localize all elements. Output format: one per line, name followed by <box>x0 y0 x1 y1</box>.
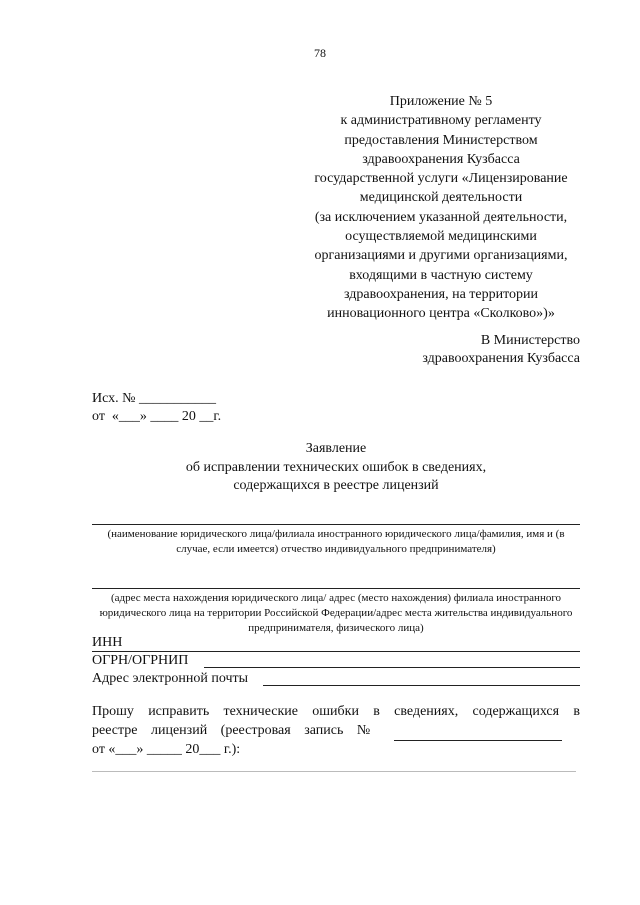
appendix-line: организациями и другими организациями, <box>314 248 568 264</box>
appendix-line: предоставления Министерством <box>344 132 538 148</box>
appendix-header <box>296 92 586 324</box>
ogrn-input-line[interactable] <box>204 667 580 668</box>
appendix-line: (за исключением указанной деятельности, <box>314 209 568 225</box>
ogrn-label: ОГРН/ОГРНИП <box>92 653 189 668</box>
title-line-3: содержащихся в реестре лицензий <box>233 478 439 493</box>
title-line-2: об исправлении технических ошибок в сведениях, <box>185 459 487 475</box>
name-caption: (наименование юридического лица/филиала иностранного юридического лица/фамилия, имя и (в случае, если имеется) отчество индивидуального предпринимателя) <box>107 528 565 555</box>
address-caption: (адрес места нахождения юридического лица/ адрес (место нахождения) филиала иностранного юридического лица на территории Российской Федерации/адрес места жительства индивидуального предпринимателя, физического лица) <box>99 592 573 634</box>
outgoing-number-block <box>92 390 221 426</box>
request-paragraph <box>92 703 580 760</box>
appendix-line: к административному регламенту <box>340 113 542 129</box>
recipient-line-1: В Министерство <box>480 333 580 348</box>
appendix-line: государственной услуги «Лицензирование <box>314 171 568 187</box>
name-input-line[interactable] <box>92 524 580 525</box>
recipient-line-2: здравоохранения Кузбасса <box>422 351 580 366</box>
appendix-line: Приложение № 5 <box>389 94 493 109</box>
errors-description-line[interactable] <box>92 771 576 772</box>
registry-number-input-line[interactable] <box>394 722 562 742</box>
request-line-1: Прошу исправить технические ошибки в сведениях, содержащихся в <box>92 704 580 719</box>
recipient-block <box>370 332 580 368</box>
inn-input-line[interactable] <box>92 651 580 652</box>
appendix-line: здравоохранения Кузбасса <box>362 151 520 167</box>
appendix-line: инновационного центра «Сколково»)» <box>327 306 555 322</box>
address-input-line[interactable] <box>92 588 580 589</box>
page-number: 78 <box>314 46 326 60</box>
request-line-2 <box>92 722 580 742</box>
email-label: Адрес электронной почты <box>92 671 249 686</box>
appendix-line: входящими в частную систему <box>349 267 533 283</box>
title-heading: Заявление <box>305 441 367 456</box>
appendix-line: здравоохранения, на территории <box>343 286 539 302</box>
outgoing-date: от «___» ____ 20 __г. <box>92 409 222 424</box>
appendix-line: осуществляемой медицинскими <box>345 229 537 245</box>
document-title <box>92 440 580 496</box>
request-line-3: от «___» _____ 20___ г.): <box>92 742 241 757</box>
appendix-line: медицинской деятельности <box>359 190 523 206</box>
inn-label: ИНН <box>92 635 123 650</box>
email-input-line[interactable] <box>263 685 580 686</box>
request-line-2-text: реестре лицензий (реестровая запись № <box>92 722 371 738</box>
outgoing-number: Исх. № ___________ <box>92 391 216 406</box>
